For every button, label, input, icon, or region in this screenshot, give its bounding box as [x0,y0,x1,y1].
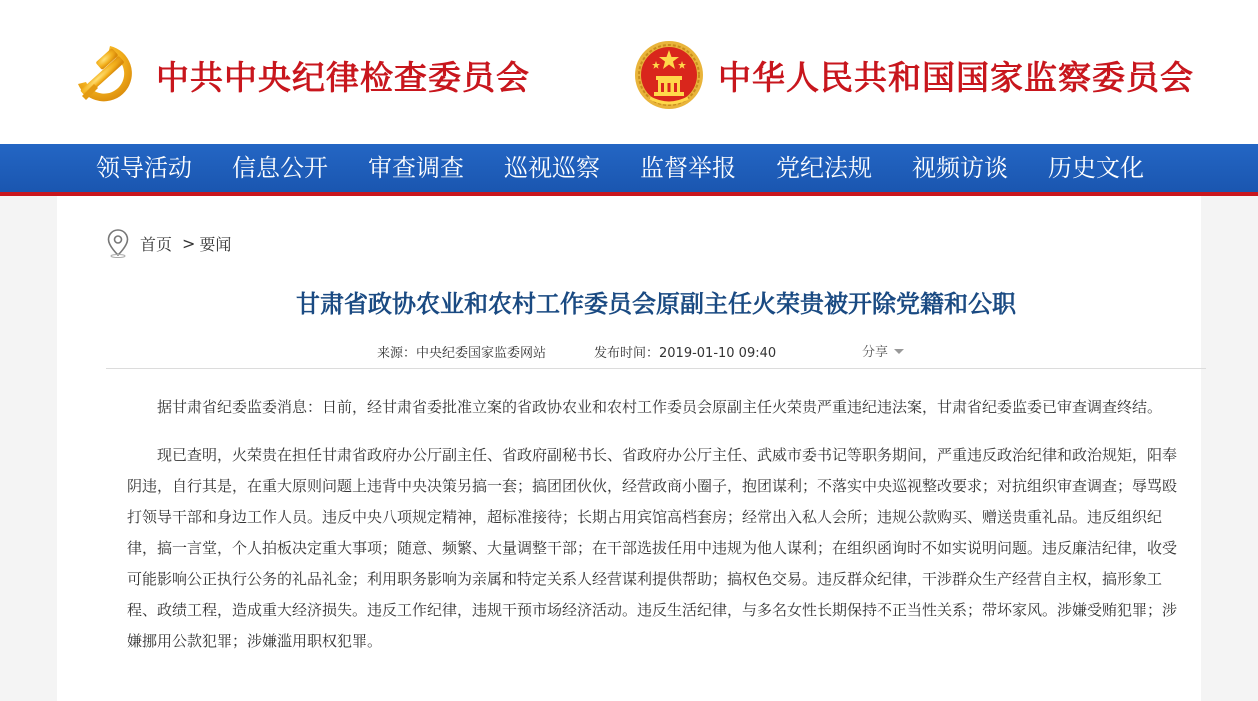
national-emblem-icon [632,38,706,112]
breadcrumb-current[interactable]: 要闻 [199,234,232,254]
nsc-brand[interactable] [632,38,1194,112]
nav-item-party-regulations[interactable]: 党纪法规 [776,154,872,182]
ccdi-brand[interactable] [68,38,530,112]
nav-item-investigation[interactable]: 审查调查 [368,154,464,182]
nav-item-supervision-report[interactable]: 监督举报 [640,154,736,182]
nav-item-history-culture[interactable]: 历史文化 [1048,154,1144,182]
article-publish-time: 发布时间：2019-01-10 09:40 [594,346,777,361]
article-title: 甘肃省政协农业和农村工作委员会原副主任火荣贵被开除党籍和公职 [296,290,1016,318]
breadcrumb [106,228,231,258]
party-emblem-icon [68,38,142,112]
share-button[interactable] [862,341,904,360]
share-label: 分享 [862,345,889,360]
breadcrumb-separator: > [182,233,196,253]
nav-item-inspection[interactable]: 巡视巡察 [504,154,600,182]
article-paragraph: 现已查明，火荣贵在担任甘肃省政府办公厅副主任、省政府副秘书长、省政府办公厅主任、武威市委书记等职务期间，严重违反政治纪律和政治规矩，阳奉阴违，自行其是，在重大原则问题上违背中央决策另搞一套；搞团团伙伙，经营政商小圈子，抱团谋利；不落实中央巡视整改要求；对抗组织审查调查；辱骂殴打领导干部和身边工作人员。违反中央八项规定精神，超标准接待；长期占用宾馆高档套房；经常出入私人会所；违规公款购买、赠送贵重礼品。违反组织纪律，搞一言堂，个人拍板决定重大事项；随意、频繁、大量调整干部；在干部选拔任用中违规为他人谋利；在组织函询时不如实说明问题。违反廉洁纪律，收受可能影响公正执行公务的礼品礼金；利用职务影响为亲属和特定关系人经营谋利提供帮助；搞权色交易。违反群众纪律，干涉群众生产经营自主权，搞形象工程、政绩工程，造成重大经济损失。违反工作纪律，违规干预市场经济活动。违反生活纪律，与多名女性长期保持不正当性关系；带坏家风。涉嫌受贿犯罪；涉嫌挪用公款犯罪；涉嫌滥用职权犯罪。 [127,446,1178,650]
nsc-title: 中华人民共和国国家监察委员会 [718,57,1194,97]
article-paragraph: 据甘肃省纪委监委消息：日前，经甘肃省委批准立案的省政协农业和农村工作委员会原副主任火荣贵严重违纪违法案，甘肃省纪委监委已审查调查终结。 [157,398,1163,416]
chevron-down-icon [894,349,904,354]
article-source: 来源：中央纪委国家监委网站 [377,346,547,361]
main-nav [0,144,1258,196]
nav-item-info-disclosure[interactable]: 信息公开 [232,154,328,182]
article-body [127,392,1191,674]
nav-item-leadership[interactable]: 领导活动 [96,154,192,182]
location-pin-icon [106,228,130,258]
site-header [0,0,1258,144]
nav-item-video-interviews[interactable]: 视频访谈 [912,154,1008,182]
divider [106,368,1206,369]
ccdi-title: 中共中央纪律检查委员会 [156,57,530,97]
breadcrumb-home[interactable]: 首页 [140,234,173,254]
